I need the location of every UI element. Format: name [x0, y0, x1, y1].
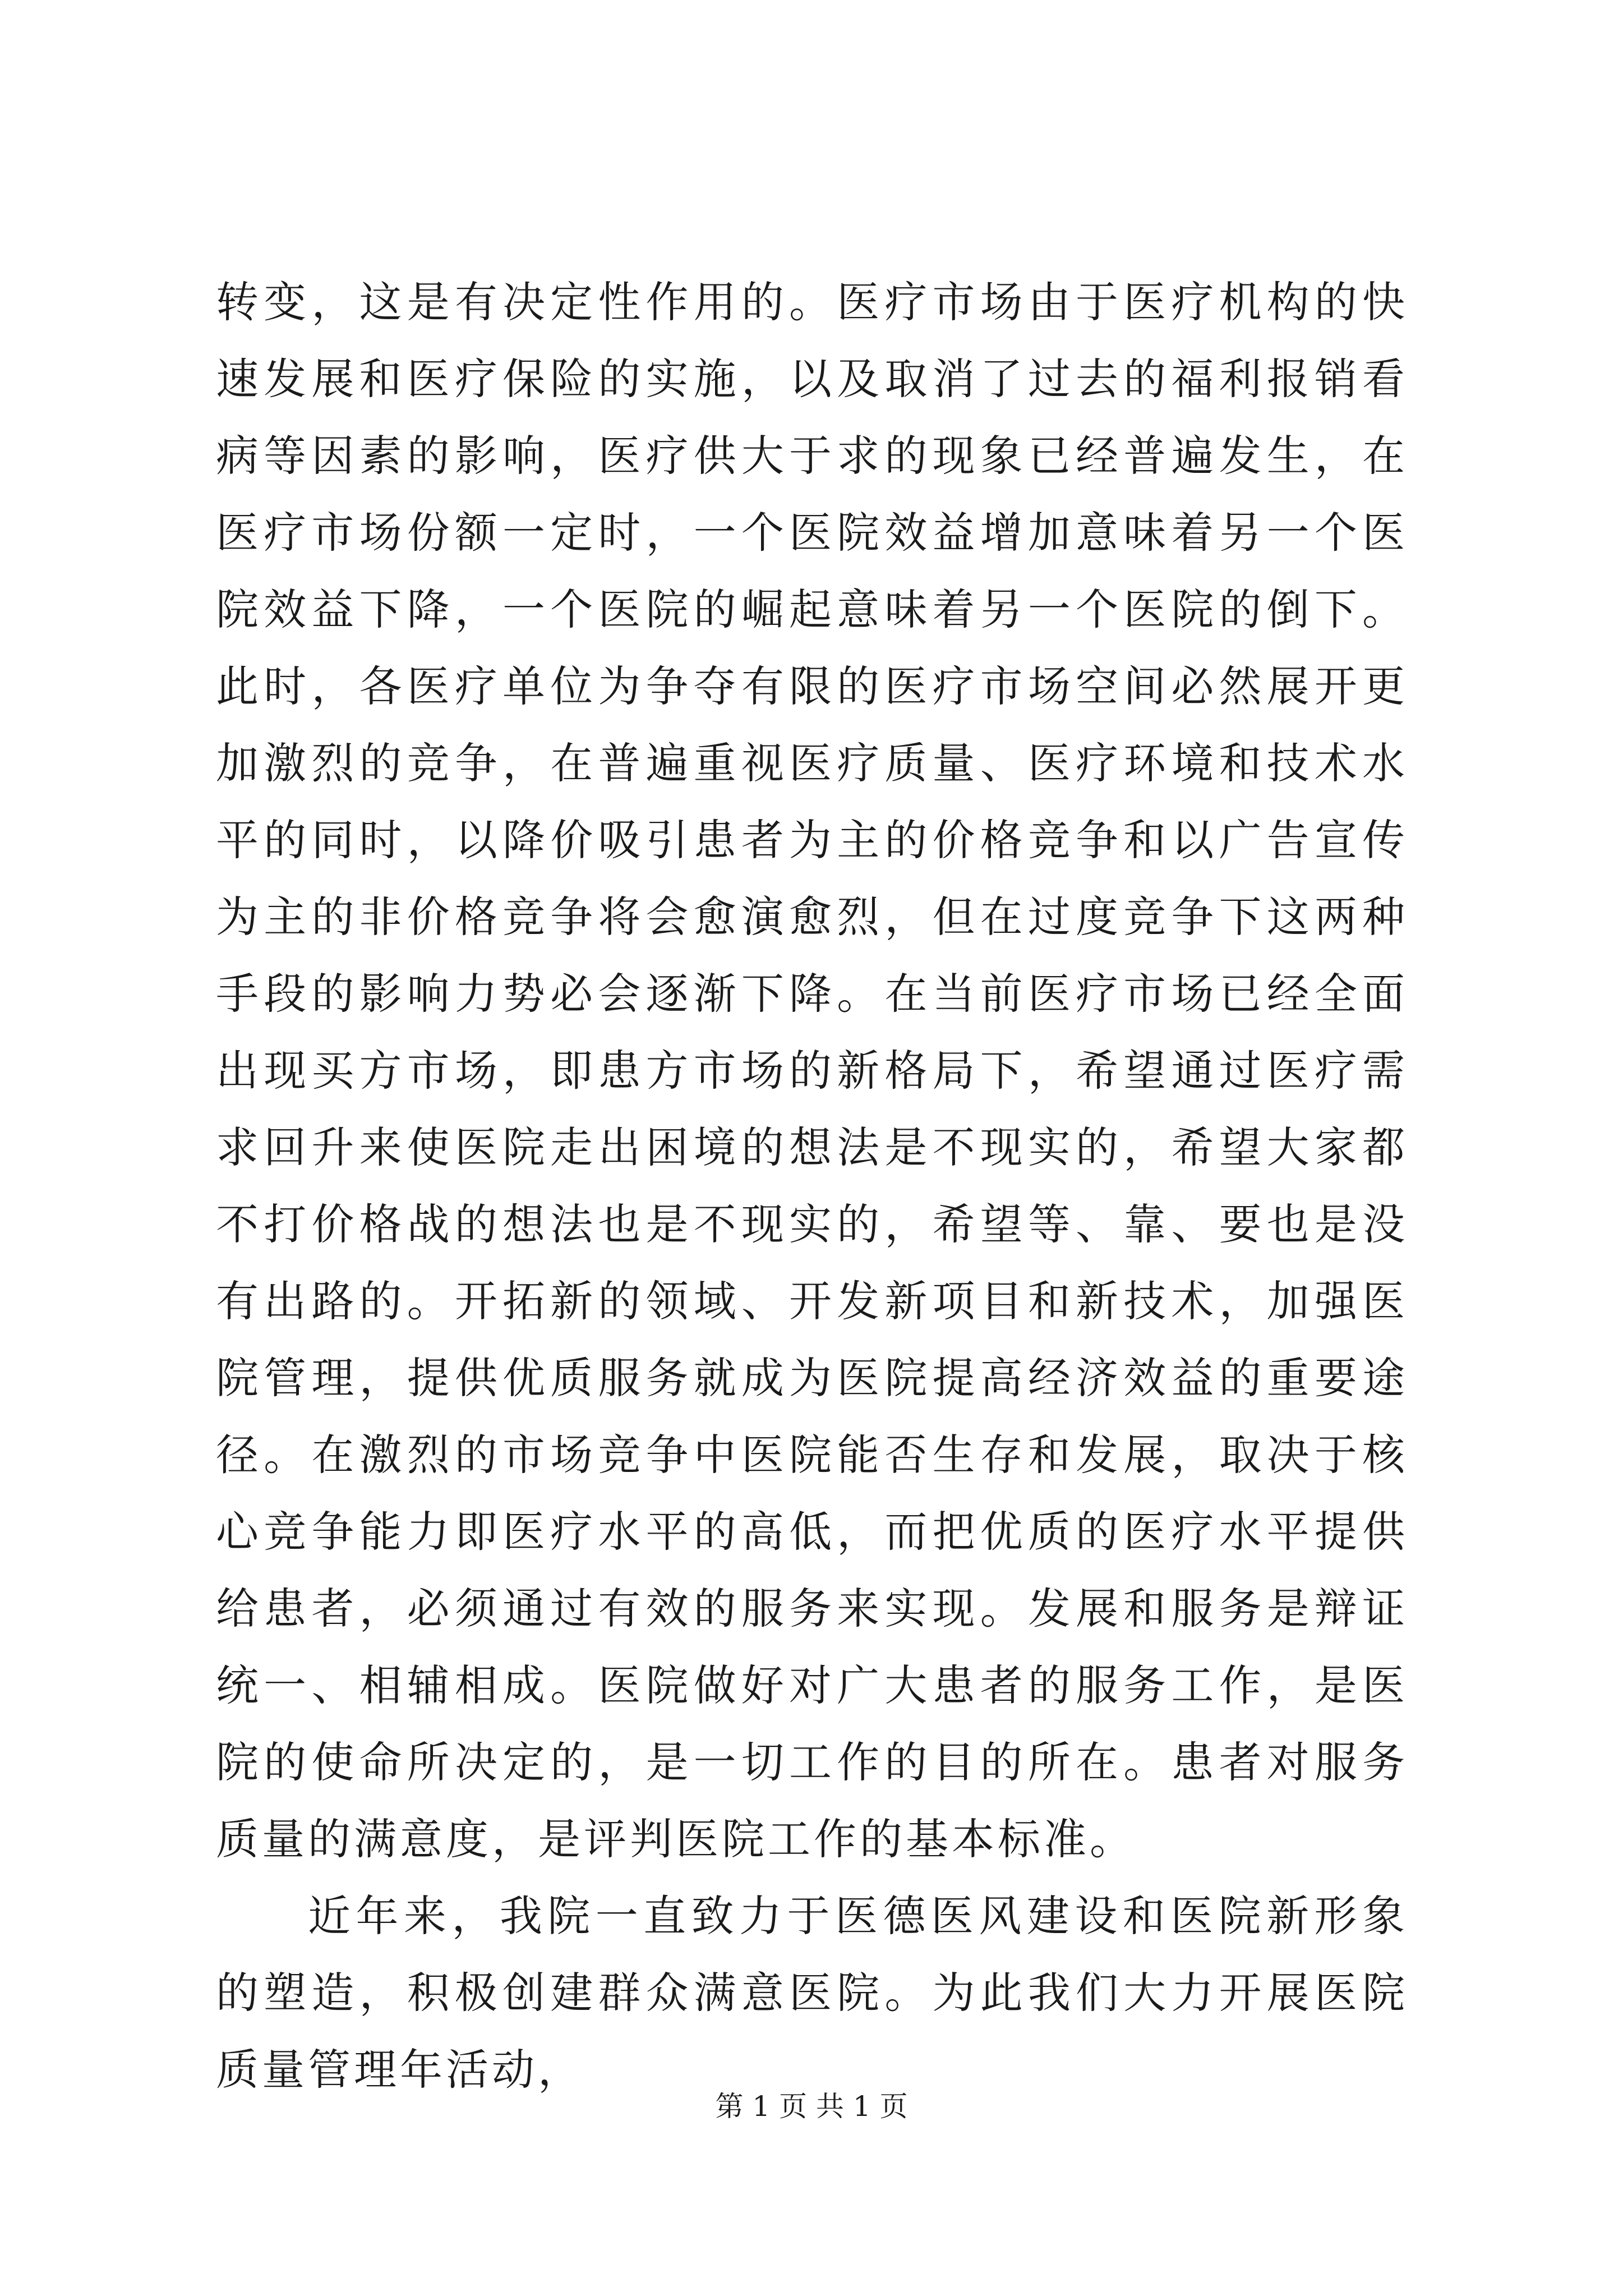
page-number: 第 1 页 共 1 页 [715, 2090, 908, 2123]
paragraph-continued: 转变，这是有决定性作用的。医疗市场由于医疗机构的快速发展和医疗保险的实施，以及取消了过去的福利报销看病等因素的影响，医疗供大于求的现象已经普遍发生，在医疗市场份额一定时，一个医院效益增加意味着另一个医院效益下降，一个医院的崛起意味着另一个医院的倒下。此时，各医疗单位为争夺有限的医疗市场空间必然展开更加激烈的竞争，在普遍重视医疗质量、医疗环境和技术水平的同时，以降价吸引患者为主的价格竞争和以广告宣传为主的非价格竞争将会愈演愈烈，但在过度竞争下这两种手段的影响力势必会逐渐下降。在当前医疗市场已经全面出现买方市场，即患方市场的新格局下，希望通过医疗需求回升来使医院走出困境的想法是不现实的，希望大家都不打价格战的想法也是不现实的，希望等、靠、要也是没有出路的。开拓新的领域、开发新项目和新技术，加强医院管理，提供优质服务就成为医院提高经济效益的重要途径。在激烈的市场竞争中医院能否生存和发展，取决于核心竞争能力即医疗水平的高低，而把优质的医疗水平提供给患者，必须通过有效的服务来实现。发展和服务是辩证统一、相辅相成。医院做好对广大患者的服务工作，是医院的使命所决定的，是一切工作的目的所在。患者对服务质量的满意度，是评判医院工作的基本标准。 [216, 277, 1408, 1864]
paragraph-new: 近年来，我院一直致力于医德医风建设和医院新形象的塑造，积极创建群众满意医院。为此我们大力开展医院质量管理年活动， [216, 1891, 1408, 2095]
document-body [216, 264, 1408, 2108]
page-footer [0, 2084, 1623, 2124]
